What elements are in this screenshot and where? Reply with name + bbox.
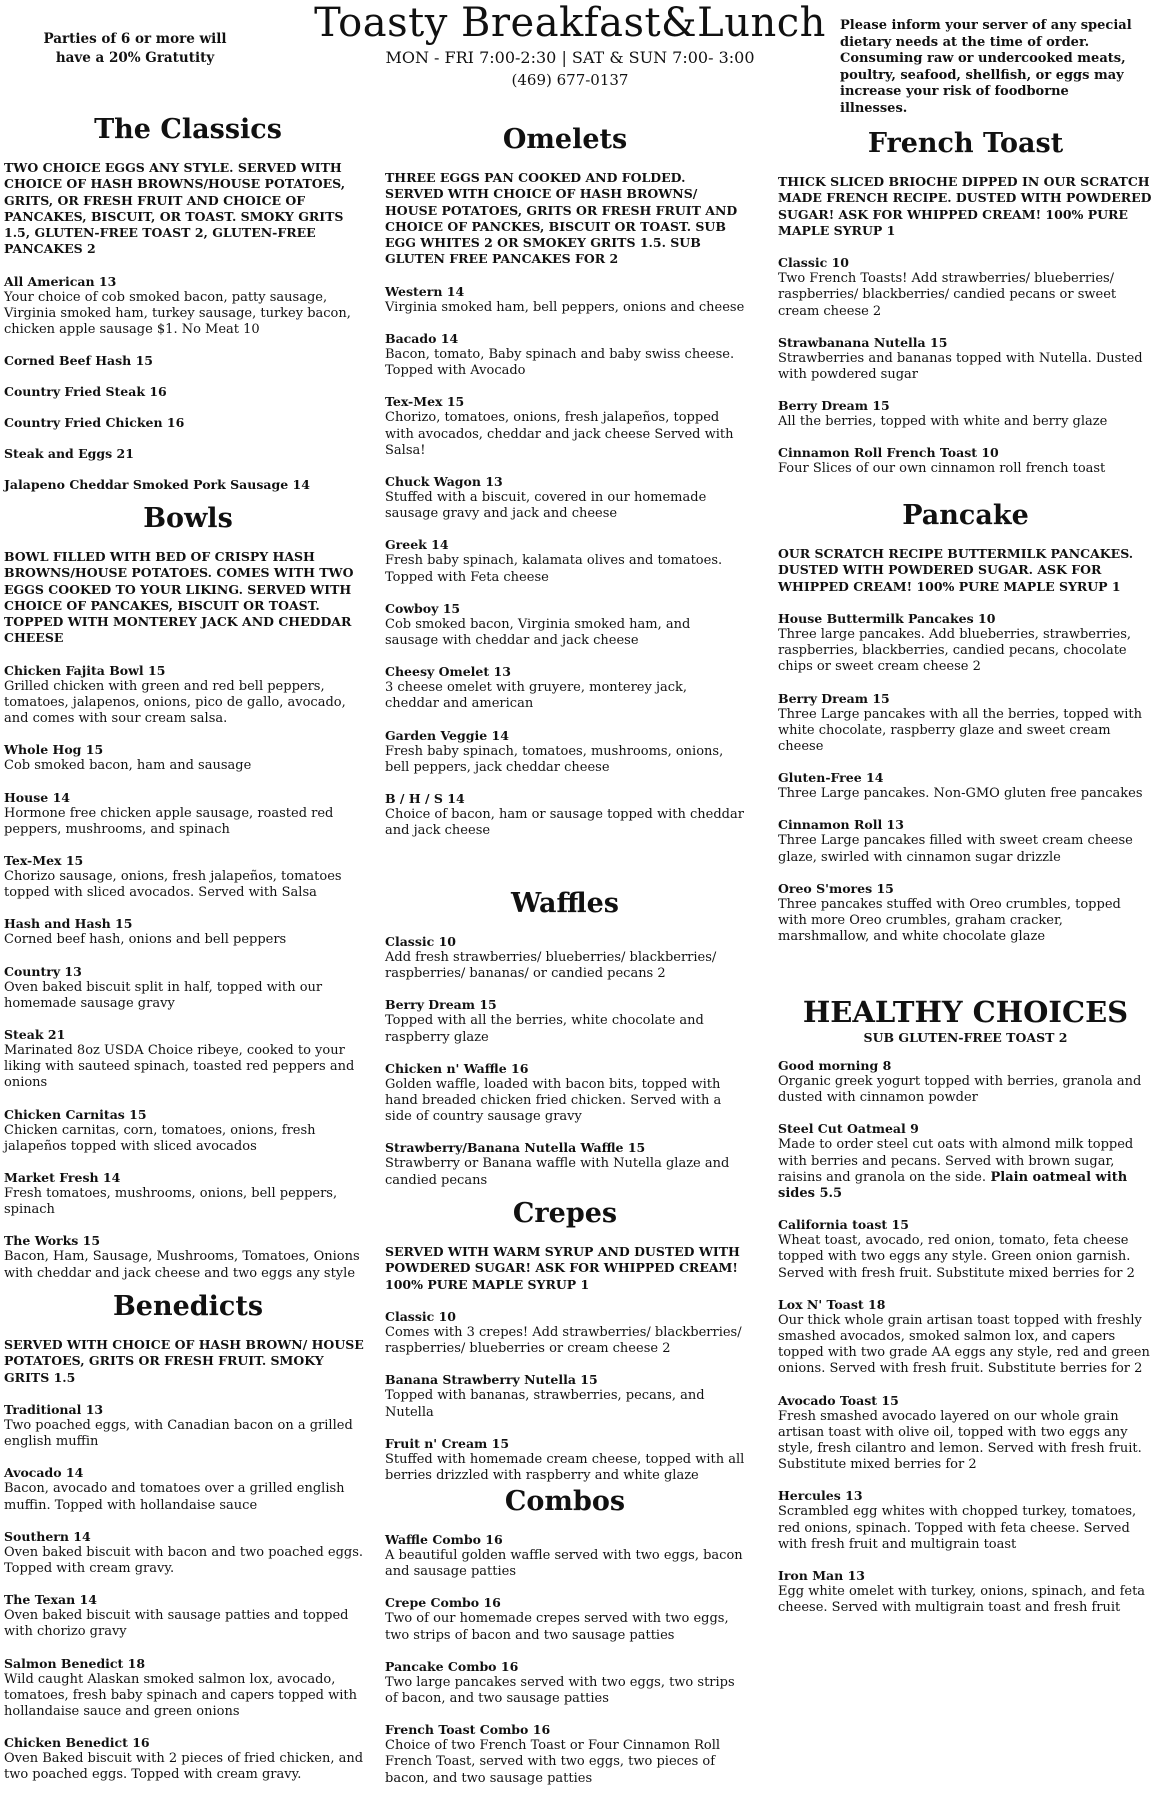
menu-item-description-text: Corned beef hash, onions and bell peppers <box>4 932 287 948</box>
menu-item <box>385 394 745 459</box>
section-title: Crepes <box>512 1198 618 1229</box>
section-title: Benedicts <box>112 1291 264 1322</box>
menu-item-list <box>4 274 372 494</box>
menu-item-description <box>778 1409 1153 1474</box>
menu-item-description-text: Made to order steel cut oats with almond milk topped with berries and pecans. Served with brown sugar, raisins and granola on the side. <box>778 1137 1134 1185</box>
menu-item-description-text: 3 cheese omelet with gruyere, monterey jack, cheddar and american <box>385 680 688 712</box>
menu-item <box>385 1140 745 1188</box>
menu-item-description-text: Strawberry or Banana waffle with Nutella glaze and candied pecans <box>385 1156 730 1188</box>
menu-item-description <box>4 1123 372 1155</box>
section-title: Combos <box>504 1486 626 1517</box>
menu-item-name: All American 13 <box>4 273 117 289</box>
menu-item <box>4 1027 372 1092</box>
menu-item-description-text: Bacon, tomato, Baby spinach and baby swiss cheese. Topped with Avocado <box>385 346 735 379</box>
menu-item-description <box>778 1313 1153 1378</box>
section-description: SERVED WITH WARM SYRUP AND DUSTED WITH POWDERED SUGAR! ASK FOR WHIPPED CREAM! 100% PURE MAPLE SYRUP 1 <box>385 1244 740 1292</box>
menu-item-list <box>385 1532 745 1787</box>
menu-item-description <box>385 1077 745 1126</box>
menu-item-name: Tex-Mex 15 <box>4 853 84 868</box>
section-title: The Classics <box>94 114 282 145</box>
menu-item <box>778 881 1153 946</box>
menu-item-description <box>385 1611 745 1643</box>
menu-item-name: Country Fried Steak 16 <box>4 384 167 400</box>
menu-item-name: Jalapeno Cheddar Smoked Pork Sausage 14 <box>4 477 310 493</box>
business-hours: MON - FRI 7:00-2:30 | SAT & SUN 7:00- 3:00 <box>385 48 755 67</box>
gratuity-note: Parties of 6 or more will have a 20% Gratutity <box>43 31 227 66</box>
section-description: TWO CHOICE EGGS ANY STYLE. SERVED WITH CHOICE OF HASH BROWNS/HOUSE POTATOES, GRITS, OR FRESH FRUIT AND CHOICE OF PANCAKES, BISCUIT, OR TOAST. SMOKY GRITS 1.5, GLUTEN-FREE TOAST 2, GLUTEN-FREE PANCAKES 2 <box>4 160 346 257</box>
menu-item-description <box>385 410 745 459</box>
menu-item <box>385 1436 745 1484</box>
menu-item-name: Oreo S'mores 15 <box>778 880 894 896</box>
menu-item-description <box>4 932 372 948</box>
menu-item-description <box>385 807 745 839</box>
menu-item-description-text: Egg white omelet with turkey, onions, spinach, and feta cheese. Served with multigrain toast and fresh fruit <box>778 1584 1146 1616</box>
menu-item-description-text: Two poached eggs, with Canadian bacon on a grilled english muffin <box>4 1417 353 1450</box>
section-description: SERVED WITH CHOICE OF HASH BROWN/ HOUSE POTATOES, GRITS OR FRESH FRUIT. SMOKY GRITS 1.5 <box>4 1337 364 1385</box>
menu-item-name: Whole Hog 15 <box>4 742 104 758</box>
menu-item-description <box>778 707 1153 756</box>
menu-item-description <box>385 347 745 379</box>
menu-item-list <box>778 255 1153 477</box>
menu-item-description <box>4 758 372 774</box>
menu-item <box>385 728 745 776</box>
menu-item-description <box>778 786 1153 802</box>
menu-item-description-text: Fresh smashed avocado layered on our whole grain artisan toast with olive oil, topped with two eggs any style, fresh cilantro and lemon. Served with fresh fruit. Substitute mixed berries for 2 <box>778 1408 1142 1473</box>
menu-item-name: Chicken Fajita Bowl 15 <box>4 662 166 678</box>
menu-item-name: Gluten-Free 14 <box>778 770 884 786</box>
menu-item <box>4 1170 372 1218</box>
section-omelets <box>385 124 745 854</box>
menu-item-description-text: Organic greek yogurt topped with berries, granola and dusted with cinnamon powder <box>778 1074 1142 1106</box>
menu-item-name: Market Fresh 14 <box>4 1170 121 1186</box>
menu-item-description-text: Two French Toasts! Add strawberries/ blueberries/ raspberries/ blackberries/ candied pecans or sweet cream cheese 2 <box>778 271 1117 319</box>
menu-item-description-text: Wheat toast, avocado, red onion, tomato, feta cheese topped with two eggs any style. Green onion garnish. Served with fresh fruit. Substitute mixed berries for 2 <box>778 1233 1135 1281</box>
menu-item-description <box>385 300 745 316</box>
menu-item-description-text: Golden waffle, loaded with bacon bits, topped with hand breaded chicken fried chicken. Served with a side of country sausage gravy <box>385 1076 722 1125</box>
section-title: Omelets <box>502 124 628 155</box>
menu-item-description <box>778 1137 1153 1202</box>
section-title: Bowls <box>143 503 233 534</box>
menu-item-name: Cheesy Omelet 13 <box>385 664 511 680</box>
menu-item-name: Classic 10 <box>385 934 456 949</box>
menu-item-description <box>385 1156 745 1188</box>
section-description: THREE EGGS PAN COOKED AND FOLDED. SERVED WITH CHOICE OF HASH BROWNS/ HOUSE POTATOES, GRITS OR FRESH FRUIT AND CHOICE OF PANCKES, BISCUIT OR TOAST. SUB EGG WHITES 2 OR SMOKEY GRITS 1.5. SUB GLUTEN FREE PANCAKES FOR 2 <box>385 170 738 267</box>
menu-item-name: Berry Dream 15 <box>385 997 497 1013</box>
menu-item-name: Hercules 13 <box>778 1488 863 1504</box>
menu-item <box>778 398 1153 430</box>
menu-item-description-text: Our thick whole grain artisan toast topped with freshly smashed avocados, smoked salmon lox, and capers topped with two grade AA eggs any style, red and green onions. Served with fresh fruit. Substitute berries for 2 <box>778 1312 1150 1377</box>
menu-item <box>385 934 745 982</box>
section-subtitle: SUB GLUTEN-FREE TOAST 2 <box>863 1030 1068 1045</box>
section-title: Pancake <box>902 500 1029 531</box>
menu-item-description <box>4 1672 372 1721</box>
restaurant-info <box>300 0 840 90</box>
menu-item <box>778 1217 1153 1282</box>
menu-item-name: Classic 10 <box>778 255 849 271</box>
menu-item-description <box>778 1504 1153 1553</box>
menu-item <box>4 663 372 728</box>
section-crepes <box>385 1198 745 1499</box>
menu-item-description-text: Choice of two French Toast or Four Cinnamon Roll French Toast, served with two eggs, two pieces of bacon, and two sausage patties <box>385 1738 721 1786</box>
menu-item-description <box>385 1013 745 1045</box>
menu-item <box>385 1722 745 1787</box>
menu-item-description <box>385 1548 745 1580</box>
menu-item <box>385 1372 745 1420</box>
menu-item-description <box>4 1043 372 1092</box>
menu-item-name: Southern 14 <box>4 1528 91 1544</box>
menu-item-description-text: Two large pancakes served with two eggs, two strips of bacon, and two sausage patties <box>385 1674 735 1707</box>
menu-item-description-text: Cob smoked bacon, ham and sausage <box>4 758 252 774</box>
menu-item-description <box>778 1584 1153 1616</box>
menu-item-name: Berry Dream 15 <box>778 690 890 706</box>
menu-item <box>4 384 372 400</box>
menu-item-name: House 14 <box>4 789 70 805</box>
menu-item-description <box>4 1545 372 1577</box>
menu-item-description-text: Bacon, avocado and tomatoes over a grilled english muffin. Topped with hollandaise sauce <box>4 1481 345 1513</box>
menu-item <box>778 1568 1153 1616</box>
menu-item <box>4 446 372 462</box>
menu-item-name: Western 14 <box>385 283 465 299</box>
menu-item-description <box>4 980 372 1012</box>
menu-item-name: California toast 15 <box>778 1217 909 1233</box>
menu-item <box>385 1595 745 1643</box>
menu-item <box>4 274 372 339</box>
menu-item <box>778 1297 1153 1378</box>
menu-item-description-text: Three Large pancakes with all the berries, topped with white chocolate, raspberry glaze and sweet cream cheese <box>778 706 1142 754</box>
section-description: OUR SCRATCH RECIPE BUTTERMILK PANCAKES. DUSTED WITH POWDERED SUGAR. ASK FOR WHIPPED CREAM! 100% PURE MAPLE SYRUP 1 <box>778 546 1134 594</box>
menu-item-name: Strawbanana Nutella 15 <box>778 334 948 350</box>
menu-item-description <box>4 1249 372 1281</box>
menu-item-name: Corned Beef Hash 15 <box>4 353 153 369</box>
menu-item-description <box>778 414 1153 430</box>
menu-item <box>4 1402 372 1450</box>
menu-item-name: Cinnamon Roll 13 <box>778 817 904 833</box>
menu-item <box>385 997 745 1045</box>
menu-item-description-text: Cob smoked bacon, Virginia smoked ham, and sausage with cheddar and jack cheese <box>385 616 691 649</box>
menu-item-name: Salmon Benedict 18 <box>4 1655 146 1671</box>
section-classics <box>4 114 372 508</box>
menu-item-description-text: Stuffed with homemade cream cheese, topped with all berries drizzled with raspberry and white glaze <box>385 1451 745 1483</box>
menu-item-description-text: Strawberries and bananas topped with Nutella. Dusted with powdered sugar <box>778 350 1143 382</box>
menu-item <box>4 1465 372 1513</box>
menu-item-description-text: Three Large pancakes filled with sweet cream cheese glaze, swirled with cinnamon sugar drizzle <box>778 833 1133 865</box>
menu-item-name: French Toast Combo 16 <box>385 1722 551 1738</box>
menu-item <box>778 770 1153 802</box>
menu-item-description <box>4 1608 372 1640</box>
menu-item-name: Steel Cut Oatmeal 9 <box>778 1121 919 1137</box>
menu-item-description-text: Chorizo sausage, onions, fresh jalapeños, tomatoes topped with sliced avocados. Served with Salsa <box>4 869 342 901</box>
menu-item <box>385 1309 745 1357</box>
section-title: French Toast <box>867 128 1064 159</box>
menu-item-description <box>778 1074 1153 1106</box>
menu-item <box>778 1393 1153 1474</box>
menu-item-description-text: Bacon, Ham, Sausage, Mushrooms, Tomatoes, Onions with cheddar and jack cheese and two eggs any style <box>4 1249 360 1281</box>
menu-item-description <box>778 897 1153 946</box>
menu-item-name: House Buttermilk Pancakes 10 <box>778 610 996 626</box>
menu-item-description <box>4 679 372 728</box>
section-title: Waffles <box>511 888 619 919</box>
phone-number: (469) 677-0137 <box>511 71 629 89</box>
menu-item-description <box>4 806 372 838</box>
menu-item <box>385 331 745 379</box>
section-waffles <box>385 888 745 1204</box>
menu-item-name: Waffle Combo 16 <box>385 1532 503 1547</box>
menu-item-name: Steak 21 <box>4 1027 66 1043</box>
menu-item <box>385 1061 745 1126</box>
menu-item-name: Country Fried Chicken 16 <box>4 415 185 431</box>
menu-item-description-text: Fresh baby spinach, tomatoes, mushrooms, onions, bell peppers, jack cheddar cheese <box>385 743 724 775</box>
menu-item-description-text: Oven baked biscuit with bacon and two poached eggs. Topped with cream gravy. <box>4 1544 364 1576</box>
menu-item-description-text: Topped with all the berries, white chocolate and raspberry glaze <box>385 1013 704 1045</box>
menu-item <box>778 335 1153 383</box>
menu-item-list <box>385 284 745 840</box>
menu-item-list <box>4 1402 372 1784</box>
menu-item-description-text: Grilled chicken with green and red bell peppers, tomatoes, jalapenos, onions, pico de gallo, avocado, and comes with sour cream salsa. <box>4 678 346 727</box>
menu-item-description-text: All the berries, topped with white and berry glaze <box>778 414 1108 430</box>
menu-item-name: B / H / S 14 <box>385 791 465 807</box>
menu-item <box>385 537 745 585</box>
menu-item-name: Chicken Carnitas 15 <box>4 1106 147 1122</box>
menu-item <box>385 664 745 712</box>
menu-item-name: Avocado Toast 15 <box>778 1392 899 1408</box>
menu-item-description <box>778 461 1153 477</box>
menu-item-description-text: A beautiful golden waffle served with two eggs, bacon and sausage patties <box>385 1548 743 1580</box>
menu-item-description <box>385 617 745 649</box>
menu-item-name: Classic 10 <box>385 1308 456 1324</box>
menu-item <box>778 1488 1153 1553</box>
menu-item <box>4 964 372 1012</box>
menu-item <box>778 611 1153 676</box>
menu-item-description-text: Wild caught Alaskan smoked salmon lox, avocado, tomatoes, fresh baby spinach and capers topped with hollandaise sauce and green onions <box>4 1671 357 1719</box>
menu-item-description-text: Three large pancakes. Add blueberries, strawberries, raspberries, blackberries, candied pecans, chocolate chips or sweet cream cheese 2 <box>778 626 1132 675</box>
menu-item <box>4 1735 372 1783</box>
menu-item <box>4 1107 372 1155</box>
menu-item-name: Steak and Eggs 21 <box>4 446 134 462</box>
menu-item-description-text: Four Slices of our own cinnamon roll french toast <box>778 461 1106 477</box>
menu-item-name: Good morning 8 <box>778 1058 892 1073</box>
menu-item-name: Berry Dream 15 <box>778 398 890 414</box>
menu-item-description <box>385 1675 745 1707</box>
section-description: THICK SLICED BRIOCHE DIPPED IN OUR SCRATCH MADE FRENCH RECIPE. DUSTED WITH POWDERED SUGAR! ASK FOR WHIPPED CREAM! 100% PURE MAPLE SYRUP 1 <box>778 174 1152 238</box>
menu-item-name: Banana Strawberry Nutella 15 <box>385 1372 598 1388</box>
menu-item <box>4 477 372 493</box>
menu-item-description-emphasis: Plain oatmeal with sides 5.5 <box>778 1169 1128 1202</box>
menu-item-description-text: Choice of bacon, ham or sausage topped with cheddar and jack cheese <box>385 807 744 839</box>
menu-item-name: Traditional 13 <box>4 1401 104 1417</box>
menu-item <box>778 691 1153 756</box>
section-combos <box>385 1486 745 1802</box>
section-benedicts <box>4 1291 372 1799</box>
menu-item <box>4 790 372 838</box>
menu-item-description <box>4 290 372 339</box>
menu-item-description <box>385 1452 745 1484</box>
section-description: BOWL FILLED WITH BED OF CRISPY HASH BROWNS/HOUSE POTATOES. COMES WITH TWO EGGS COOKED TO YOUR LIKING. SERVED WITH CHOICE OF PANCAKES, BISCUIT OR TOAST. TOPPED WITH MONTEREY JACK AND CHEDDAR CHEESE <box>4 549 354 646</box>
menu-item-description-text: Oven Baked biscuit with 2 pieces of fried chicken, and two poached eggs. Topped with cream gravy. <box>4 1751 364 1783</box>
section-pancake <box>778 500 1153 960</box>
menu-item <box>4 1233 372 1281</box>
menu-item-description-text: Chorizo, tomatoes, onions, fresh jalapeños, topped with avocados, cheddar and jack cheese Served with Salsa! <box>385 410 734 458</box>
section-healthy-choices <box>778 996 1153 1631</box>
section-french-toast <box>778 128 1153 493</box>
menu-item-name: Strawberry/Banana Nutella Waffle 15 <box>385 1140 646 1156</box>
menu-item-description <box>778 1233 1153 1282</box>
menu-item <box>778 1121 1153 1202</box>
menu-item-name: Chuck Wagon 13 <box>385 474 503 489</box>
menu-item-description <box>385 680 745 712</box>
menu-item-description-text: Oven baked biscuit split in half, topped with our homemade sausage gravy <box>4 979 323 1011</box>
menu-item-name: Avocado 14 <box>4 1465 84 1481</box>
menu-item-list <box>385 934 745 1189</box>
menu-item-description <box>4 1481 372 1513</box>
section-bowls <box>4 503 372 1297</box>
menu-item <box>4 1656 372 1721</box>
menu-item-name: Greek 14 <box>385 537 449 553</box>
menu-item <box>4 916 372 948</box>
menu-item-name: Lox N' Toast 18 <box>778 1296 886 1312</box>
menu-item-name: Bacado 14 <box>385 330 459 346</box>
section-title: HEALTHY CHOICES <box>802 995 1129 1029</box>
menu-item <box>385 1659 745 1707</box>
menu-item-name: Pancake Combo 16 <box>385 1658 519 1674</box>
restaurant-title: Toasty Breakfast&Lunch <box>314 0 826 46</box>
menu-item-description-text: Topped with bananas, strawberries, pecans, and Nutella <box>385 1388 705 1420</box>
menu-item <box>385 791 745 839</box>
menu-item <box>778 445 1153 477</box>
menu-item-description-text: Add fresh strawberries/ blueberries/ blackberries/ raspberries/ bananas/ or candied pecans 2 <box>385 950 717 982</box>
menu-item <box>385 474 745 522</box>
menu-item-name: Fruit n' Cream 15 <box>385 1435 510 1451</box>
menu-item-description <box>778 627 1153 676</box>
menu-item <box>385 601 745 649</box>
menu-item <box>778 1058 1153 1106</box>
menu-item-description-text: Chicken carnitas, corn, tomatoes, onions, fresh jalapeños topped with sliced avocados <box>4 1122 316 1154</box>
menu-item-description-text: Virginia smoked ham, bell peppers, onions and cheese <box>385 299 745 315</box>
menu-item-name: Tex-Mex 15 <box>385 394 465 410</box>
menu-item-description-text: Marinated 8oz USDA Choice ribeye, cooked to your liking with sauteed spinach, toasted red peppers and onions <box>4 1043 355 1091</box>
menu-item-description <box>4 869 372 901</box>
menu-item-description-text: Scrambled egg whites with chopped turkey, tomatoes, red onions, spinach. Topped with feta cheese. Served with fresh fruit and multigrain toast <box>778 1504 1137 1552</box>
menu-item-description-text: Stuffed with a biscuit, covered in our homemade sausage gravy and jack and cheese <box>385 490 707 522</box>
menu-item-name: Chicken n' Waffle 16 <box>385 1060 529 1076</box>
menu-item <box>385 1532 745 1580</box>
menu-item-description <box>4 1418 372 1450</box>
menu-item <box>385 284 745 316</box>
dietary-advisory: Please inform your server of any special dietary needs at the time of order. Consuming raw or undercooked meats, poultry, seafood, shellfish, or eggs may increase your risk of foodborne illnesses. <box>840 18 1132 116</box>
menu-item-description <box>385 553 745 585</box>
menu-item-description <box>778 271 1153 320</box>
menu-item-list <box>778 1058 1153 1616</box>
menu-item-name: Country 13 <box>4 963 82 979</box>
menu-item-description <box>385 1738 745 1787</box>
menu-item <box>4 353 372 369</box>
menu-item-description <box>778 351 1153 383</box>
menu-item-description-text: Two of our homemade crepes served with two eggs, two strips of bacon and two sausage patties <box>385 1611 729 1643</box>
menu-item-description-text: Hormone free chicken apple sausage, roasted red peppers, mushrooms, and spinach <box>4 805 334 837</box>
menu-item-name: The Texan 14 <box>4 1592 97 1608</box>
menu-item-name: The Works 15 <box>4 1233 101 1249</box>
menu-item-name: Iron Man 13 <box>778 1568 865 1584</box>
menu-item-name: Hash and Hash 15 <box>4 916 133 932</box>
menu-item-description <box>778 833 1153 865</box>
menu-item-name: Chicken Benedict 16 <box>4 1735 150 1751</box>
menu-item-list <box>385 1309 745 1484</box>
menu-item-description-text: Fresh baby spinach, kalamata olives and tomatoes. Topped with Feta cheese <box>385 553 723 585</box>
menu-item <box>778 255 1153 320</box>
menu-item-description <box>385 490 745 522</box>
menu-item <box>4 1592 372 1640</box>
menu-item-description-text: Your choice of cob smoked bacon, patty sausage, Virginia smoked ham, turkey sausage, turkey bacon, chicken apple sausage $1. No Meat 10 <box>4 289 351 338</box>
menu-item <box>778 817 1153 865</box>
menu-item <box>4 415 372 431</box>
menu-item-list <box>4 663 372 1282</box>
menu-item-name: Crepe Combo 16 <box>385 1595 501 1611</box>
menu-item <box>4 742 372 774</box>
menu-item-list <box>778 611 1153 945</box>
menu-item-description <box>385 1388 745 1420</box>
menu-item-description-text: Comes with 3 crepes! Add strawberries/ blackberries/ raspberries/ blueberries or cream cheese 2 <box>385 1324 742 1357</box>
menu-item-description <box>385 1325 745 1357</box>
menu-item-description <box>385 950 745 982</box>
menu-item <box>4 1529 372 1577</box>
menu-item-description-text: Oven baked biscuit with sausage patties and topped with chorizo gravy <box>4 1608 349 1640</box>
menu-item-name: Cinnamon Roll French Toast 10 <box>778 445 999 461</box>
menu-item-description-text: Three Large pancakes. Non-GMO gluten free pancakes <box>778 786 1143 802</box>
menu-header <box>0 0 1160 116</box>
menu-item-description <box>4 1186 372 1218</box>
menu-item-name: Garden Veggie 14 <box>385 727 509 743</box>
menu-item <box>4 853 372 901</box>
menu-item-description-text: Fresh tomatoes, mushrooms, onions, bell peppers, spinach <box>4 1186 338 1218</box>
menu-item-name: Cowboy 15 <box>385 600 461 616</box>
menu-item-description <box>385 744 745 776</box>
menu-item-description-text: Three pancakes stuffed with Oreo crumbles, topped with more Oreo crumbles, graham cracker, marshmallow, and white chocolate glaze <box>778 896 1121 945</box>
